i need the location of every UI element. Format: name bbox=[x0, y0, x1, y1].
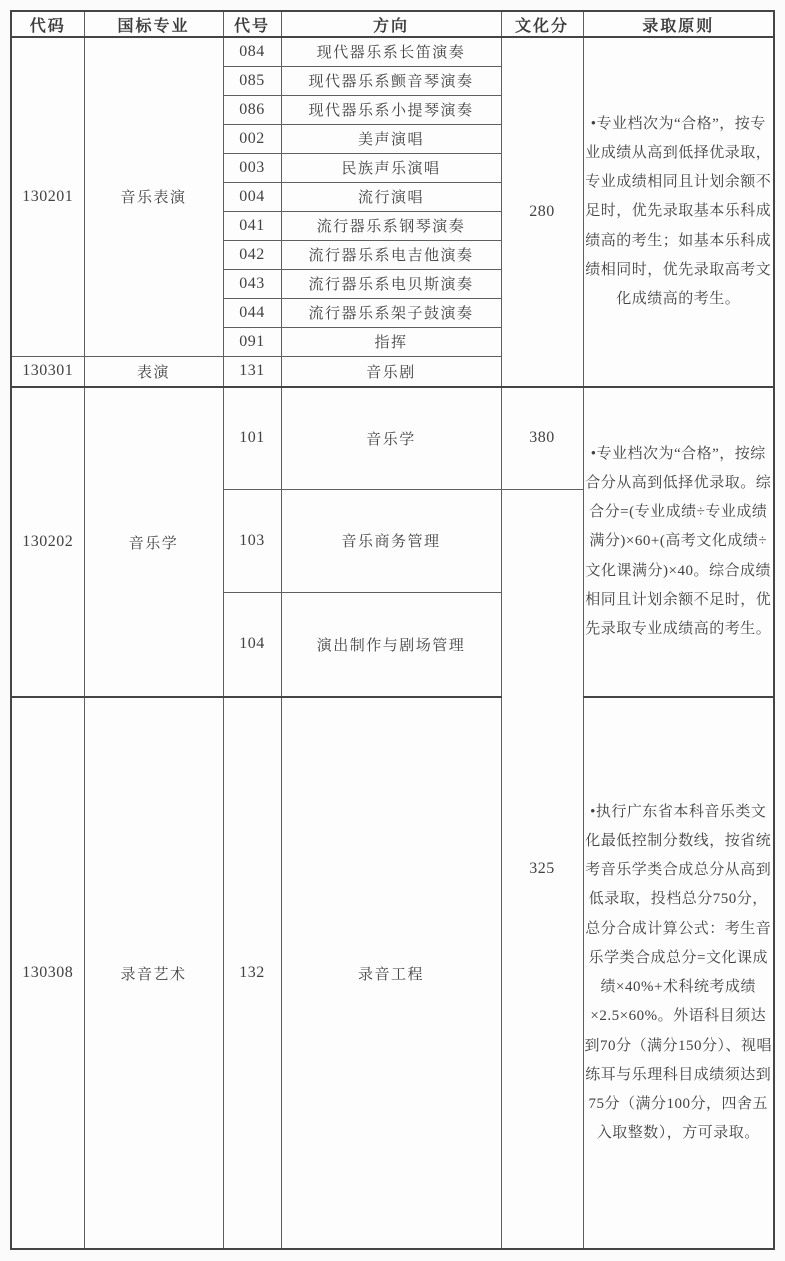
direction-code: 104 bbox=[223, 592, 281, 697]
direction-code: 002 bbox=[223, 124, 281, 153]
direction-code: 091 bbox=[223, 327, 281, 356]
direction-code: 044 bbox=[223, 298, 281, 327]
direction-name: 音乐剧 bbox=[281, 356, 501, 387]
direction-code: 101 bbox=[223, 387, 281, 489]
direction-name: 流行器乐系钢琴演奏 bbox=[281, 211, 501, 240]
direction-name: 流行器乐系电贝斯演奏 bbox=[281, 269, 501, 298]
direction-code: 086 bbox=[223, 95, 281, 124]
major-code-130202: 130202 bbox=[11, 387, 84, 697]
direction-name: 录音工程 bbox=[281, 697, 501, 1249]
major-code-130308: 130308 bbox=[11, 697, 84, 1249]
header-row bbox=[11, 11, 774, 37]
direction-code: 131 bbox=[223, 356, 281, 387]
culture-score-280: 280 bbox=[501, 37, 583, 387]
principle-text-1: •专业档次为“合格”，按专业成绩从高到低择优录取，专业成绩相同且计划余额不足时，优先录取基本乐科成绩高的考生；如基本乐科成绩相同时，优先录取高考文化成绩高的考生。 bbox=[583, 37, 774, 387]
direction-name: 演出制作与剧场管理 bbox=[281, 592, 501, 697]
col-header-principle: 录取原则 bbox=[583, 11, 774, 37]
direction-name: 现代器乐系颤音琴演奏 bbox=[281, 66, 501, 95]
direction-code: 041 bbox=[223, 211, 281, 240]
direction-name: 民族声乐演唱 bbox=[281, 153, 501, 182]
direction-name: 美声演唱 bbox=[281, 124, 501, 153]
direction-code: 043 bbox=[223, 269, 281, 298]
direction-row-084 bbox=[11, 37, 774, 66]
direction-row-101 bbox=[11, 387, 774, 489]
direction-name: 音乐商务管理 bbox=[281, 489, 501, 592]
direction-code: 084 bbox=[223, 37, 281, 66]
direction-name: 指挥 bbox=[281, 327, 501, 356]
major-code-130301: 130301 bbox=[11, 356, 84, 387]
col-header-major: 国标专业 bbox=[84, 11, 223, 37]
direction-row-132 bbox=[11, 697, 774, 1249]
admission-table bbox=[10, 10, 775, 1250]
major-name-musicology: 音乐学 bbox=[84, 387, 223, 697]
direction-name: 现代器乐系小提琴演奏 bbox=[281, 95, 501, 124]
direction-code: 003 bbox=[223, 153, 281, 182]
col-header-code: 代码 bbox=[11, 11, 84, 37]
culture-score-380: 380 bbox=[501, 387, 583, 489]
direction-code: 004 bbox=[223, 182, 281, 211]
principle-text-2: •专业档次为“合格”，按综合分从高到低择优录取。综合分=(专业成绩÷专业成绩满分)×60+(高考文化成绩÷文化课满分)×40。综合成绩相同且计划余额不足时，优先录取专业成绩高的考生。 bbox=[583, 387, 774, 697]
principle-text-3: •执行广东省本科音乐类文化最低控制分数线，按省统考音乐学类合成总分从高到低录取，投档总分750分，总分合成计算公式：考生音乐学类合成总分=文化课成绩×40%+术科统考成绩×2.5×60%。外语科目须达到70分（满分150分）、视唱练耳与乐理科目成绩须达到75分（满分100分，四舍五入取整数），方可录取。 bbox=[583, 697, 774, 1249]
direction-code: 085 bbox=[223, 66, 281, 95]
col-header-culture-score: 文化分 bbox=[501, 11, 583, 37]
col-header-direction: 方向 bbox=[281, 11, 501, 37]
major-code-130201: 130201 bbox=[11, 37, 84, 356]
direction-code: 103 bbox=[223, 489, 281, 592]
major-name-recording-arts: 录音艺术 bbox=[84, 697, 223, 1249]
col-header-dir-code: 代号 bbox=[223, 11, 281, 37]
direction-code: 132 bbox=[223, 697, 281, 1249]
culture-score-325: 325 bbox=[501, 489, 583, 1249]
direction-name: 流行器乐系电吉他演奏 bbox=[281, 240, 501, 269]
major-name-performance: 表演 bbox=[84, 356, 223, 387]
direction-name: 流行器乐系架子鼓演奏 bbox=[281, 298, 501, 327]
direction-code: 042 bbox=[223, 240, 281, 269]
major-name-music-performance: 音乐表演 bbox=[84, 37, 223, 356]
direction-name: 现代器乐系长笛演奏 bbox=[281, 37, 501, 66]
direction-name: 音乐学 bbox=[281, 387, 501, 489]
direction-name: 流行演唱 bbox=[281, 182, 501, 211]
